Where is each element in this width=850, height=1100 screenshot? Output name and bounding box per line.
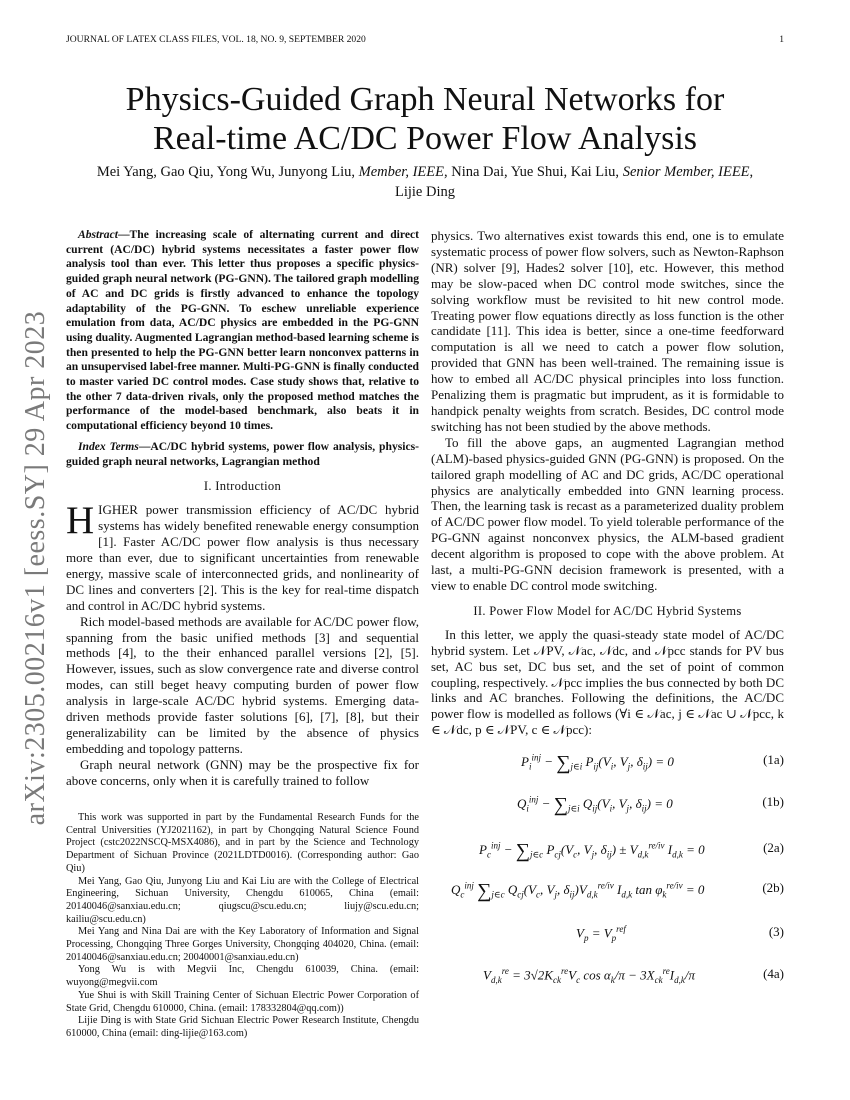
equation-number: (2a) [763, 840, 784, 856]
left-column [66, 228, 419, 789]
drop-cap: H [66, 499, 95, 543]
footnotes [66, 812, 419, 1041]
footnote: This work was supported in part by the Fundamental Research Funds for the Central Universities (YJ2021162), in part by Chongqing Natural Science Found Project (cstc2022NSCQ-MSX4086), and in part by the Science and Technology Department of Sichuan Province (2021LDTD0016). (Corresponding author: Gao Qiu) [66, 812, 419, 874]
authors-part: Lijie Ding [394, 184, 455, 200]
equation-number: (2b) [762, 880, 784, 896]
page-number: 1 [779, 34, 784, 45]
index-terms-text: —AC/DC hybrid systems, power flow analysis, physics-guided graph neural networks, Lagrangian method [66, 439, 419, 468]
section-heading: I. Introduction [203, 479, 282, 494]
paragraph-text: IGHER power transmission efficiency of AC/DC hybrid systems has widely benefited renewable energy consumption [1]. Faster AC/DC power flow analysis is thus necessary more than ever, due to significant uncertainties from renewable energy, massive scale of interconnected grids, and nonlinearity of DC lines and converters [2]. This is the key for real-time dispatch and control in AC/DC hybrid systems. [66, 502, 419, 613]
arxiv-id: arXiv:2305.00216v1 [eess.SY] 29 Apr 2023 [20, 310, 51, 826]
paragraph: Rich model-based methods are available for AC/DC power flow, spanning from the basic unified methods [3] and sequential methods [4], to the their enhanced parallel versions [2], [5]. However, issues, such as slow convergence rate and diverse control modes, can still beget heavy computing burden of power flow analysis in large-scale AC/DC hybrid systems. Emerging data-driven methods provide faster solutions [6], [7], [8], but their generalizability can be limited by the absence of physics embedding and topology patterns. [66, 613, 419, 756]
index-terms-label: Index Terms [78, 439, 139, 453]
footnote: Mei Yang and Nina Dai are with the Key Laboratory of Information and Signal Processing, Chongqing Three Gorges University, Chongqing 404020, China. (email: 20140046@sanxiau.edu.cn; 20040001@sanxiau.edu.cn) [66, 926, 419, 963]
abstract [66, 228, 419, 434]
abstract-label: Abstract [78, 228, 118, 241]
abstract-text: —The increasing scale of alternating current and direct current (AC/DC) hybrid systems necessitates a faster power flow analysis tool than ever. This letter thus proposes a specific physics-guided graph neural network (PG-GNN). The tailored graph modelling of AC and DC grids is firstly advanced to enhance the topology adaptability of the PG-GNN. To eschew unreliable experience emulation from data, AC/DC physics are embedded in the PG-GNN using duality. Augmented Lagrangian method-based learning scheme is then presented to help the PG-GNN better learn nonconvex patterns in an unsupervised label-free manner. Multi-PG-GNN is finally conducted to master varied DC control modes. Case study shows that, relative to the other 7 data-driven rivals, only the proposed method matches the performance of the model-based benchmark, also beats it in computational efficiency beyond 10 times. [66, 228, 420, 433]
equations: $P_i^{inj} - \sum_{j\in i}$ $P_{ij}(V_i$, $V_j$, $\delta_{ij}) = 0$ (1a) $Q_i^{inj} - \sum_{j\in i}$ $Q_{ij}(V_i$, $V_j$, $\delta_{ij}) = 0$ (1b) $P_c^{inj} - \sum_{j\in c}$ $P_{cj}(V_c$, $V_j$, $\delta_{ij}) \pm V_{d,k}^{re/iv}$ $I_{d,k} = 0$ (2a) $Q_c^{inj}$ $\sum_{j\in c}$ $Q_{cj}(V_c$, $V_j$, $\delta_{ij})V_{d,k}^{re/iv}$ $I_{d,k}$ $\tan \varphi_k^{re/iv} = 0$ (2b) $V_p = V_p^{ref}$ (3) $V_{d,k}re = 3√2K_{ck}^{re}V_c$ $\cos \alpha_k/\pi - 3X_{ck}reI_{d,k}/\pi$ (4a) [451, 752, 784, 986]
authors-part: Mei Yang, Gao Qiu, Yong Wu, Junyong Liu, [96, 164, 359, 180]
author-list [66, 162, 784, 202]
footnote: Lijie Ding is with State Grid Sichuan Electric Power Research Institute, Chengdu 610000, China (email: ding-lijie@163.com) [66, 1015, 419, 1039]
authors-part: , [749, 164, 754, 180]
equation-number: (3) [768, 924, 784, 940]
paragraph [66, 499, 419, 613]
equation-number: (1b) [762, 794, 784, 810]
footnote: Mei Yang, Gao Qiu, Junyong Liu and Kai Liu are with the College of Electrical Engineering, Sichuan University, Chengdu 610065, China (email: 20140046@sanxiau.edu.cn; qiugscu@scu.edu.cn; liujy@scu.edu.cn; kailiu@scu.edu.cn) [66, 875, 419, 925]
equation-number: (1a) [763, 752, 784, 768]
author-membership: Senior Member, IEEE [622, 164, 750, 180]
footnote: Yue Shui is with Skill Training Center of Sichuan Electric Power Corporation of State Grid, Chengdu 610000, China. (email: 178332804@qq.com)) [66, 989, 419, 1014]
title-line-2: Real-time AC/DC Power Flow Analysis [153, 120, 697, 157]
equation-number: (4a) [763, 966, 784, 982]
paper-title [66, 80, 784, 158]
arxiv-sidebar [14, 288, 58, 848]
footnote: Yong Wu is with Megvii Inc, Chengdu 610039, China. (email: wuyong@megvii.com [66, 964, 419, 989]
right-column [431, 228, 784, 1014]
paragraph: Graph neural network (GNN) may be the prospective fix for above concerns, only when it is carefully trained to follow [66, 756, 419, 788]
paragraph: To fill the above gaps, an augmented Lagrangian method (ALM)-based physics-guided GNN (PG-GNN) is proposed. On the tailored graph modelling of AC and DC grids, AC/DC operational physics are analytically embedded into GNN learning process. Then, the learning task is recast as a parameterized duality problem of AC/DC power flow model. To yield tolerable performance of the PG-GNN against nonconvex physics, the ALM-based gradient decent algorithm is proposed to cope with the above problem. At last, a multi-PG-GNN decision framework is presented, with a view to enable DC control mode switching. [431, 434, 784, 593]
authors-part: , Nina Dai, Yue Shui, Kai Liu, [444, 164, 623, 180]
journal-name: JOURNAL OF LATEX CLASS FILES, VOL. 18, NO. 9, SEPTEMBER 2020 [66, 34, 366, 45]
index-terms [66, 440, 419, 469]
title-line-1: Physics-Guided Graph Neural Networks for [125, 81, 725, 118]
running-header [66, 34, 784, 48]
paragraph: physics. Two alternatives exist towards this end, one is to emulate systematic process of power flow solvers, such as Newton-Raphson (NR) solver [9], Hades2 solver [10], etc. However, this method may be slow-paced when DC control mode switches, since the solving workflow must be revisited to hit new control mode. Treating power flow equations directly as loss function is the other candidate [11]. This idea is better, since a one-time feedforward computation is all we need to catch a power flow solution, provided that GNN has been well-trained. The remaining issue is how to embed all AC/DC physical principles into loss function. Penalizing them is pragmatic but imprudent, as it is formidable to handpick penalty weights from scratch. Besides, DC control mode switching has not been studied by the above methods. [431, 228, 784, 434]
author-membership: Member, IEEE [358, 164, 444, 180]
paragraph: In this letter, we apply the quasi-steady state model of AC/DC hybrid system. Let 𝒩PV, 𝒩ac, 𝒩dc, and 𝒩pcc stands for PV bus set, AC bus set, DC bus set, and the set of point of common coupling, respectively. 𝒩pcc implies the bus connected by both DC links and AC branches. Following the definitions, the AC/DC power flow is modelled as follows (∀i ∈ 𝒩ac, j ∈ 𝒩ac ∪ 𝒩pcc, k ∈ 𝒩dc, p ∈ 𝒩PV, c ∈ 𝒩pcc): [431, 626, 784, 738]
section-heading: II. Power Flow Model for AC/DC Hybrid Systems [473, 603, 742, 618]
